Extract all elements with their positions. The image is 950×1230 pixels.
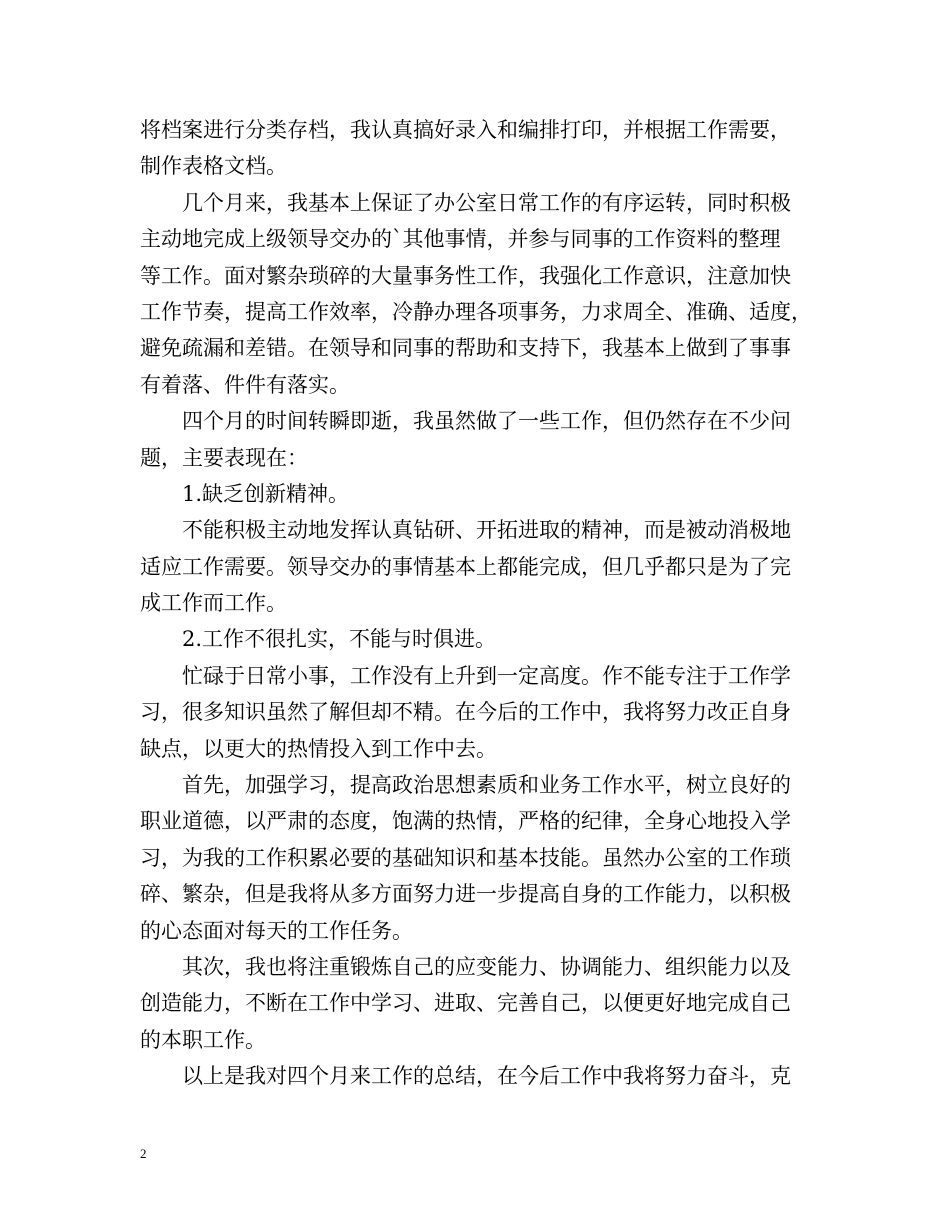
text-line: 适应工作需要。领导交办的事情基本上都能完成，但几乎都只是为了完: [140, 554, 791, 579]
list-heading-1: 1.缺乏创新精神。: [140, 481, 350, 506]
text-line: 有着落、件件有落实。: [140, 372, 350, 397]
text-line: 工作节奏，提高工作效率，冷静办理各项事务，力求周全、准确、适度，: [140, 299, 812, 324]
text-line: 创造能力，不断在工作中学习、进取、完善自己，以便更好地完成自己: [140, 991, 791, 1016]
text-line: 制作表格文档。: [140, 154, 287, 179]
text-line: 几个月来，我基本上保证了办公室日常工作的有序运转，同时积极: [140, 190, 791, 215]
text-line: 成工作而工作。: [140, 591, 287, 616]
text-line: 缺点，以更大的热情投入到工作中去。: [140, 736, 497, 761]
document-body: [140, 112, 820, 1095]
text-line: 避免疏漏和差错。在领导和同事的帮助和支持下，我基本上做到了事事: [140, 336, 791, 361]
text-line: 忙碌于日常小事，工作没有上升到一定高度。作不能专注于工作学: [140, 663, 791, 688]
text-line: 将档案进行分类存档，我认真搞好录入和编排打印，并根据工作需要，: [140, 118, 791, 142]
text-line: 题，主要表现在：: [140, 445, 308, 470]
body-paragraph: [140, 112, 820, 1095]
text-line: 四个月的时间转瞬即逝，我虽然做了一些工作，但仍然存在不少问: [140, 409, 791, 434]
text-line: 的心态面对每天的工作任务。: [140, 918, 413, 943]
text-line: 的本职工作。: [140, 1027, 266, 1052]
text-line: 职业道德，以严肃的态度，饱满的热情，严格的纪律，全身心地投入学: [140, 809, 791, 834]
text-line: 等工作。面对繁杂琐碎的大量事务性工作，我强化工作意识，注意加快: [140, 263, 791, 288]
list-heading-2: 2.工作不很扎实，不能与时俱进。: [140, 627, 497, 652]
text-line: 首先，加强学习，提高政治思想素质和业务工作水平，树立良好的: [140, 773, 791, 798]
text-line: 不能积极主动地发挥认真钻研、开拓进取的精神，而是被动消极地: [140, 518, 791, 543]
text-line: 其次，我也将注重锻炼自己的应变能力、协调能力、组织能力以及: [140, 954, 791, 979]
text-line: 碎、繁杂，但是我将从多方面努力进一步提高自身的工作能力，以积极: [140, 882, 791, 907]
text-line: 主动地完成上级领导交办的`其他事情，并参与同事的工作资料的整理: [140, 227, 781, 252]
text-line: 以上是我对四个月来工作的总结，在今后工作中我将努力奋斗，克: [140, 1064, 791, 1089]
page-number: 2: [140, 1146, 147, 1161]
text-line: 习，为我的工作积累必要的基础知识和基本技能。虽然办公室的工作琐: [140, 845, 791, 870]
text-line: 习，很多知识虽然了解但却不精。在今后的工作中，我将努力改正自身: [140, 700, 791, 725]
